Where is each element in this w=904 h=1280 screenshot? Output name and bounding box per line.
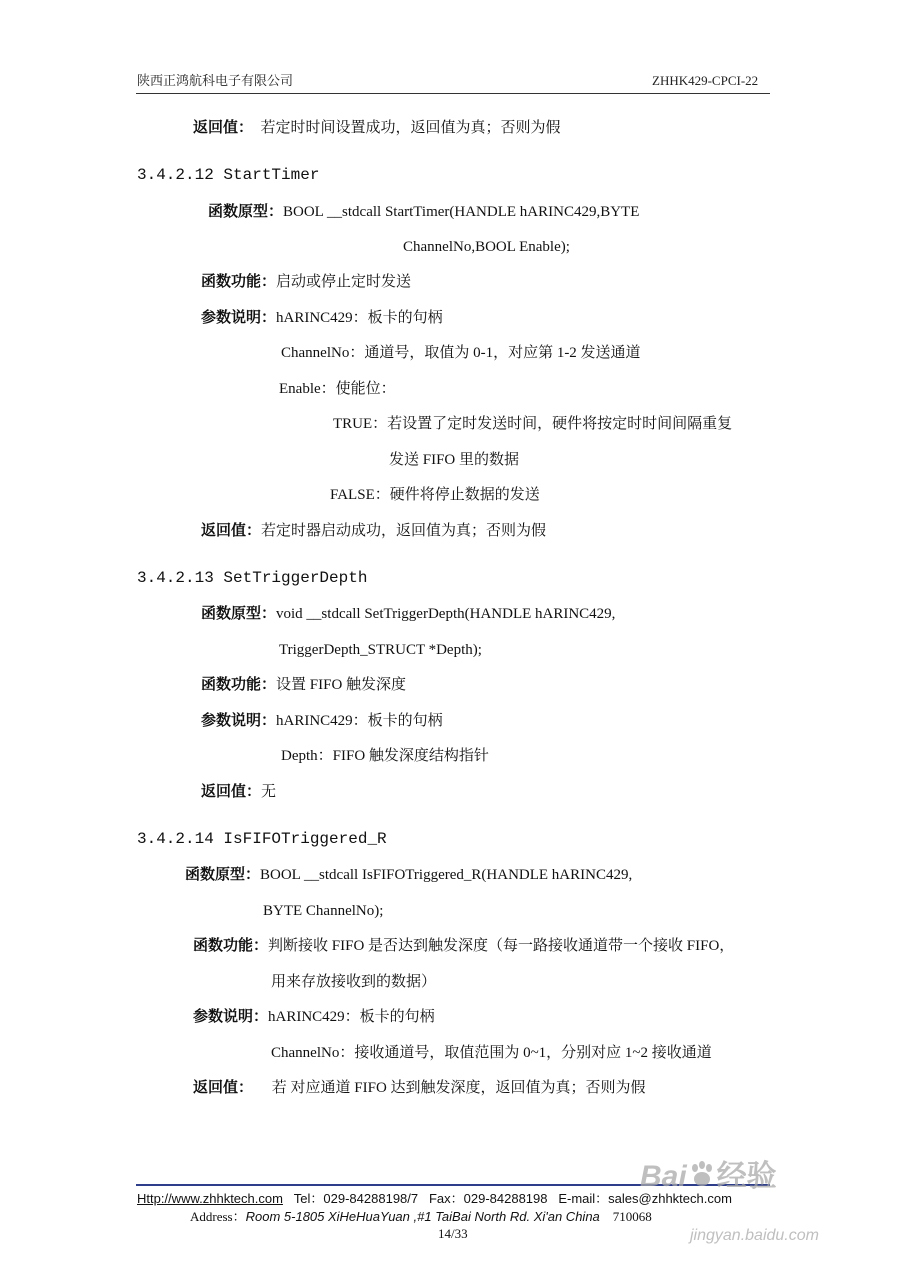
return-label: 返回值： bbox=[201, 523, 262, 539]
s12-prototype-line-1 bbox=[208, 202, 639, 222]
s13-return-line bbox=[201, 782, 276, 802]
s12-param-line-2: ChannelNo：通道号，取值为 0-1，对应第 1-2 发送通道 bbox=[281, 345, 641, 361]
s13-param-line-2: Depth：FIFO 触发深度结构指针 bbox=[281, 748, 489, 764]
return-text: 若定时时间设置成功，返回值为真；否则为假 bbox=[260, 120, 561, 136]
footer-address-label: Address： bbox=[190, 1209, 246, 1224]
function-text: 启动或停止定时发送 bbox=[276, 274, 412, 290]
s13-prototype-line-1 bbox=[201, 604, 615, 624]
s14-return-line bbox=[193, 1078, 646, 1098]
header-company: 陕西正鸿航科电子有限公司 bbox=[137, 73, 294, 88]
s14-function-line-1 bbox=[193, 936, 734, 956]
s12-param-line-1 bbox=[201, 308, 443, 328]
param-label: 参数说明： bbox=[201, 310, 277, 326]
page-number: 14/33 bbox=[438, 1226, 468, 1241]
prototype-label: 函数原型： bbox=[201, 606, 277, 622]
s12-false-line: FALSE：硬件将停止数据的发送 bbox=[330, 487, 540, 503]
s12-function-line bbox=[201, 272, 411, 292]
param-text: hARINC429：板卡的句柄 bbox=[268, 1009, 435, 1025]
param-text: hARINC429：板卡的句柄 bbox=[276, 310, 443, 326]
section-heading-is-fifo-triggered: 3.4.2.14 IsFIFOTriggered_R bbox=[137, 830, 387, 848]
prototype-label: 函数原型： bbox=[208, 204, 284, 220]
paw-icon bbox=[687, 1160, 717, 1190]
top-return-line bbox=[193, 118, 561, 138]
footer-url-link[interactable]: Http://www.zhhktech.com bbox=[137, 1191, 283, 1206]
return-text: 若 对应通道 FIFO 达到触发深度，返回值为真；否则为假 bbox=[271, 1080, 646, 1096]
return-text: 若定时器启动成功，返回值为真；否则为假 bbox=[261, 523, 547, 539]
s14-param-line-2: ChannelNo：接收通道号，取值范围为 0~1，分别对应 1~2 接收通道 bbox=[271, 1045, 712, 1061]
footer-email: E-mail：sales@zhhktech.com bbox=[558, 1191, 732, 1206]
s13-prototype-line-2: TriggerDepth_STRUCT *Depth); bbox=[279, 642, 482, 658]
param-label: 参数说明： bbox=[201, 713, 277, 729]
s12-return-line bbox=[201, 521, 546, 541]
function-label: 函数功能： bbox=[193, 938, 269, 954]
footer-zip: 710068 bbox=[612, 1209, 652, 1224]
prototype-text: BOOL __stdcall IsFIFOTriggered_R(HANDLE hARINC429, bbox=[260, 867, 633, 883]
watermark-brand-text: Bai bbox=[640, 1160, 687, 1193]
param-label: 参数说明： bbox=[193, 1009, 269, 1025]
s13-function-line bbox=[201, 675, 406, 695]
function-label: 函数功能： bbox=[201, 274, 277, 290]
section-heading-start-timer: 3.4.2.12 StartTimer bbox=[137, 166, 320, 184]
footer-address: Room 5-1805 XiHeHuaYuan ,#1 TaiBai North Rd. Xi'an China bbox=[245, 1209, 600, 1224]
watermark-site: jingyan.baidu.com bbox=[690, 1227, 819, 1244]
section-heading-set-trigger-depth: 3.4.2.13 SetTriggerDepth bbox=[137, 569, 368, 587]
function-text: 判断接收 FIFO 是否达到触发深度（每一路接收通道带一个接收 FIFO， bbox=[268, 938, 735, 954]
s13-param-line-1 bbox=[201, 711, 443, 731]
s12-true-line-1: TRUE：若设置了定时发送时间，硬件将按定时时间间隔重复 bbox=[333, 416, 733, 432]
param-text: hARINC429：板卡的句柄 bbox=[276, 713, 443, 729]
watermark-brand bbox=[640, 1160, 777, 1194]
watermark-brand-cn: 经验 bbox=[716, 1160, 777, 1193]
s14-function-line-2: 用来存放接收到的数据） bbox=[271, 974, 437, 990]
s12-param-line-3: Enable：使能位： bbox=[279, 381, 396, 397]
s12-prototype-line-2: ChannelNo,BOOL Enable); bbox=[403, 239, 570, 255]
function-text: 设置 FIFO 触发深度 bbox=[276, 677, 407, 693]
s14-param-line-1 bbox=[193, 1007, 435, 1027]
header-rule bbox=[136, 93, 770, 94]
prototype-text: BOOL __stdcall StartTimer(HANDLE hARINC429,BYTE bbox=[283, 204, 640, 220]
return-label: 返回值： bbox=[201, 784, 262, 800]
s12-true-line-2: 发送 FIFO 里的数据 bbox=[389, 452, 520, 468]
prototype-text: void __stdcall SetTriggerDepth(HANDLE hARINC429, bbox=[276, 606, 616, 622]
footer-tel: Tel：029-84288198/7 bbox=[293, 1191, 419, 1206]
s14-prototype-line-2: BYTE ChannelNo); bbox=[263, 903, 384, 919]
return-text: 无 bbox=[261, 784, 277, 800]
function-label: 函数功能： bbox=[201, 677, 277, 693]
return-label: 返回值： bbox=[193, 1080, 254, 1096]
footer-address-line bbox=[190, 1209, 652, 1225]
s14-prototype-line-1 bbox=[185, 865, 632, 885]
prototype-label: 函数原型： bbox=[185, 867, 261, 883]
footer-fax: Fax：029-84288198 bbox=[428, 1191, 548, 1206]
header-doc-code: ZHHK429-CPCI-22 bbox=[652, 73, 759, 88]
return-label: 返回值： bbox=[193, 120, 254, 136]
